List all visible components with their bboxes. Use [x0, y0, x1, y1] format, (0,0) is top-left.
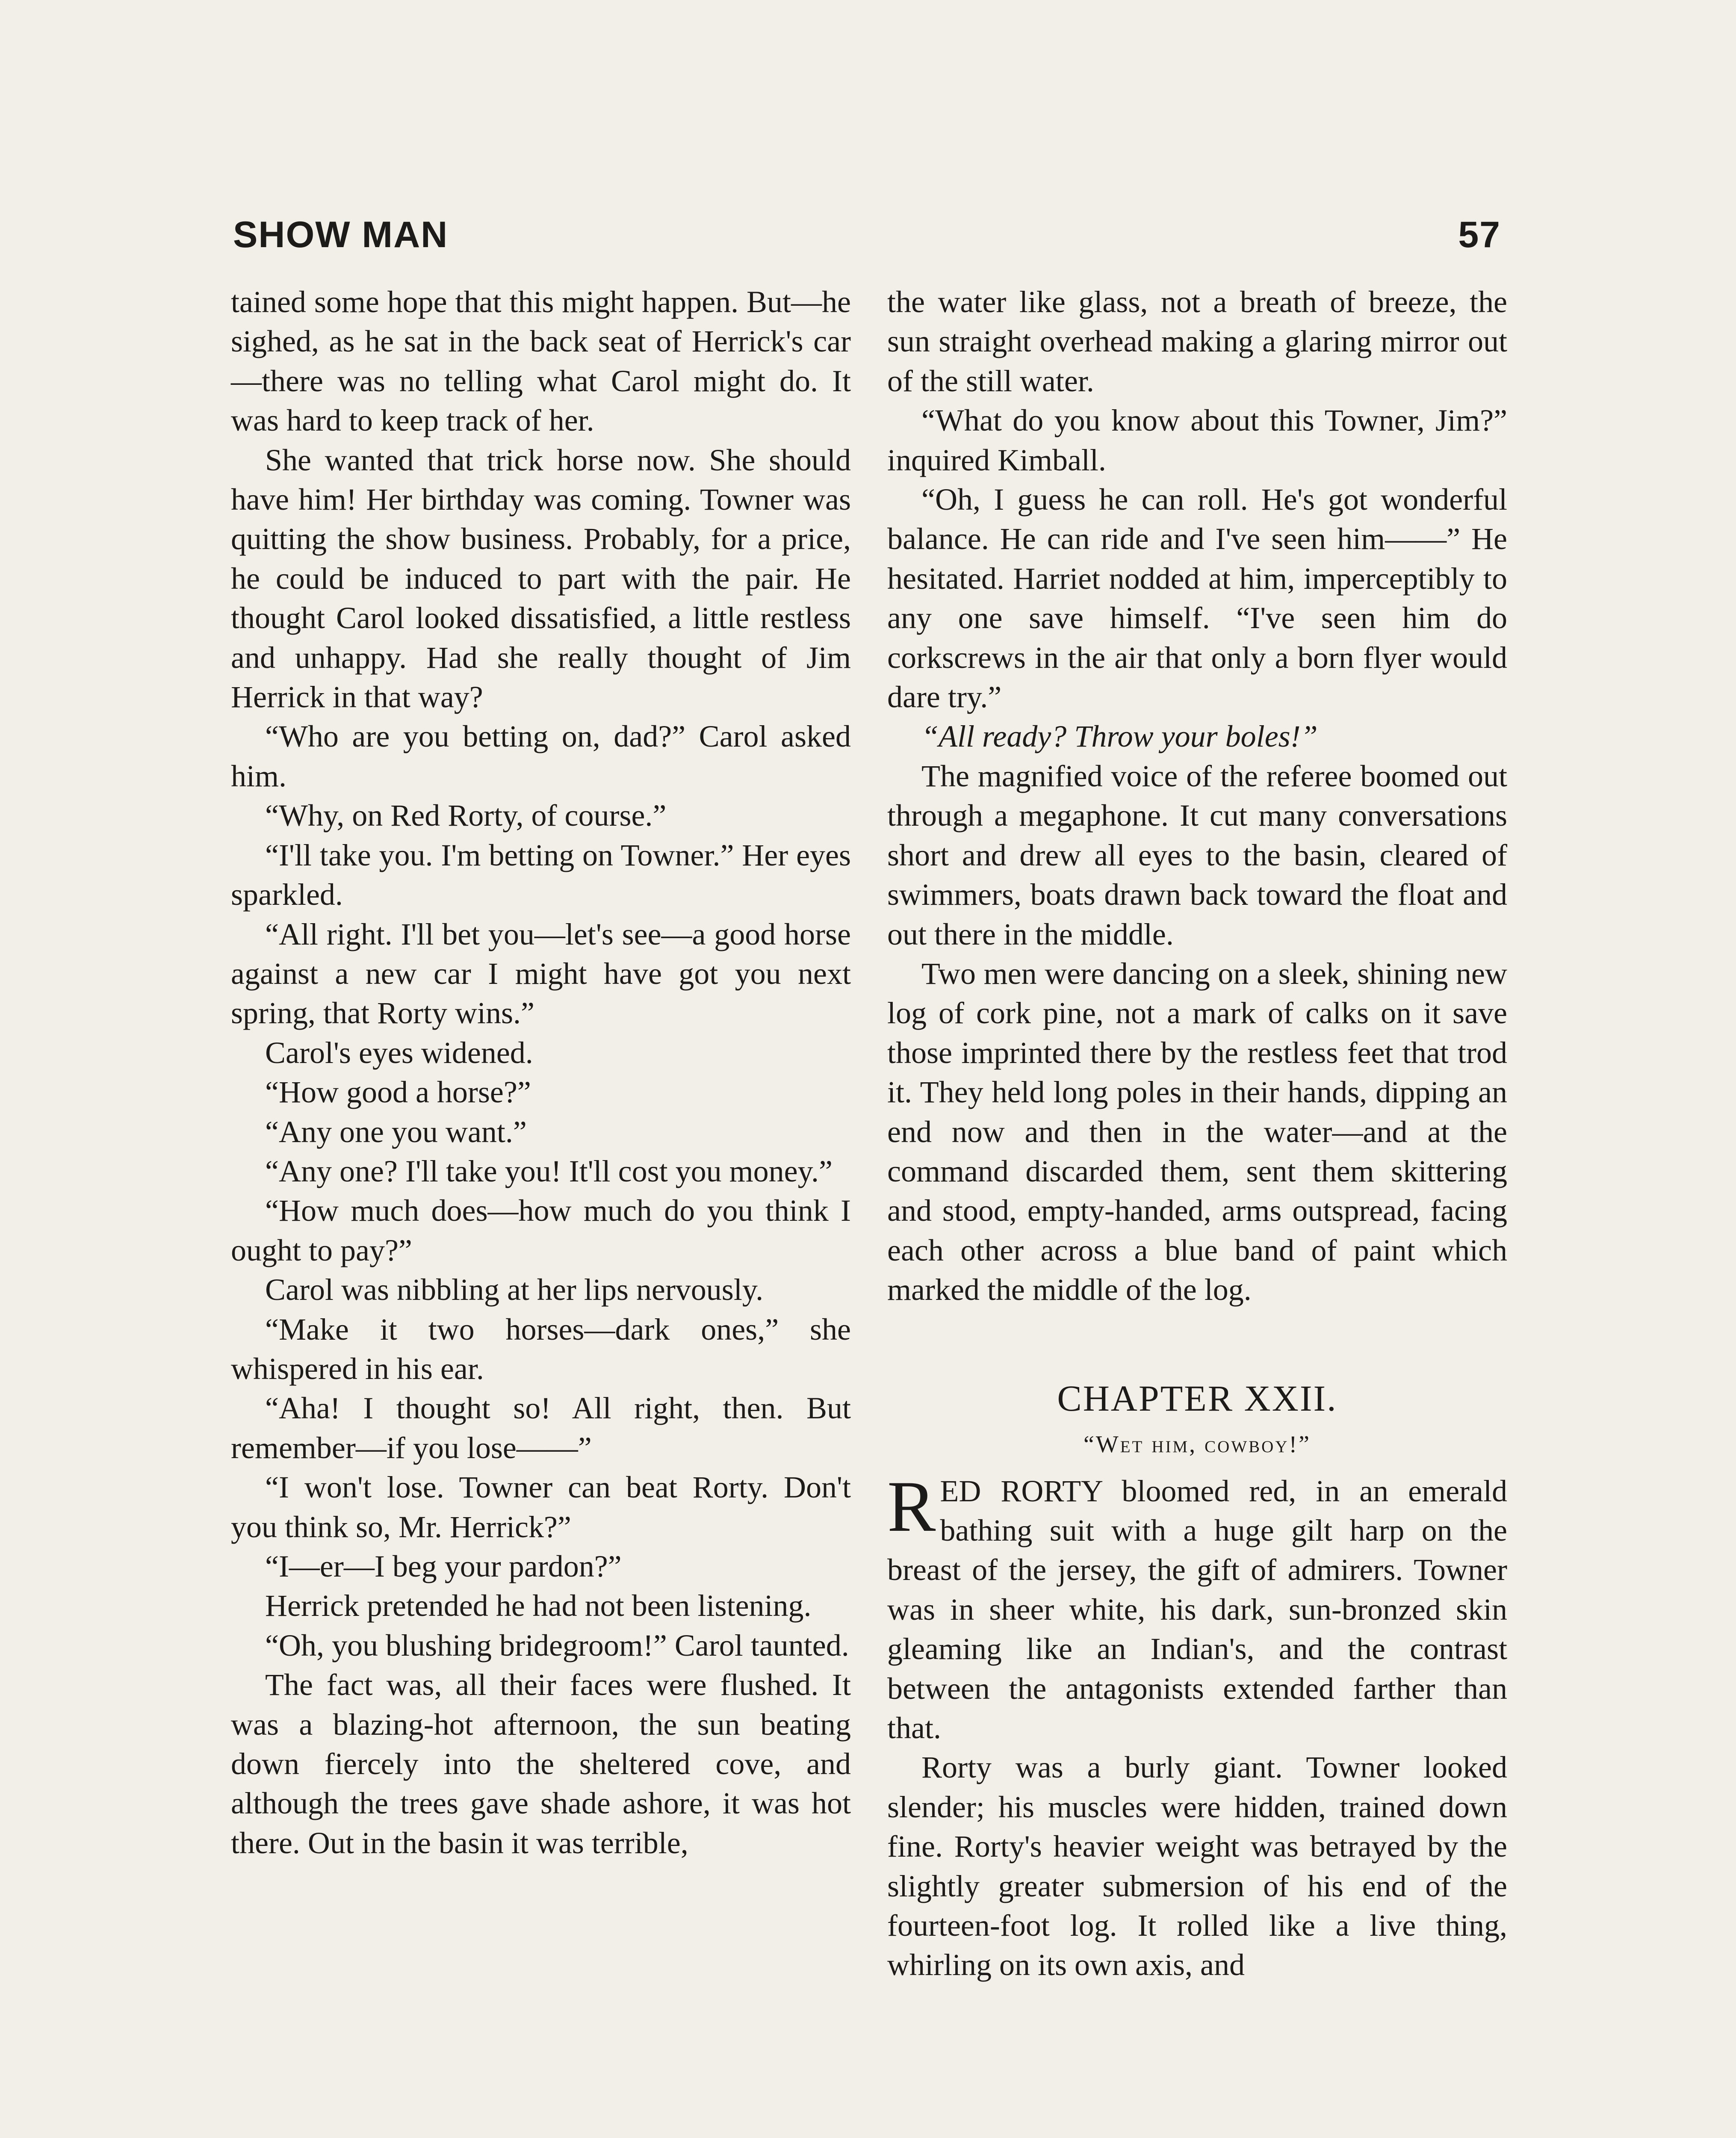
running-title: SHOW MAN: [233, 214, 449, 255]
page-number: 57: [1458, 214, 1501, 255]
paragraph: “How much does—how much do you think I ought to pay?”: [231, 1193, 851, 1267]
paragraph: “What do you know about this Towner, Jim?” inquired Kimball.: [887, 403, 1507, 477]
paragraph: “Make it two horses—dark ones,” she whispered in his ear.: [231, 1312, 851, 1386]
referee-call: “All ready? Throw your boles!”: [921, 719, 1318, 754]
paragraph: “Why, on Red Rorty, of course.”: [265, 798, 667, 833]
paragraph: “Aha! I thought so! All right, then. But remember—if you lose——”: [231, 1391, 851, 1465]
chapter-opening-paragraph: [887, 1466, 1507, 1748]
paragraph: Herrick pretended he had not been listening.: [265, 1589, 812, 1623]
paragraph: “I won't lose. Towner can beat Rorty. Don't you think so, Mr. Herrick?”: [231, 1470, 851, 1544]
paragraph: Carol's eyes widened.: [265, 1035, 533, 1070]
paragraph: Rorty was a burly giant. Towner looked slender; his muscles were hidden, trained down fine. Rorty's heavier weight was betrayed by the slightly greater submersion of his end of the fourteen-foot log. It rolled like a live thing, whirling on its own axis, and: [887, 1750, 1507, 1982]
paragraph: tained some hope that this might happen. But—he sighed, as he sat in the back seat of Herrick's car—there was no telling what Carol might do. It was hard to keep track of her.: [231, 285, 851, 438]
drop-cap: R: [887, 1466, 936, 1547]
paragraph: The magnified voice of the referee boomed out through a megaphone. It cut many conversations short and drew all eyes to the basin, cleared of swimmers, boats drawn back toward the float and out there in the middle.: [887, 759, 1507, 951]
right-column: [887, 282, 1507, 1985]
paragraph: “Any one? I'll take you! It'll cost you money.”: [265, 1154, 833, 1188]
paragraph: “Who are you betting on, dad?” Carol asked him.: [231, 719, 851, 793]
paragraph: “I'll take you. I'm betting on Towner.” Her eyes sparkled.: [231, 838, 851, 912]
opening-text: ED RORTY bloomed red, in an emerald bathing suit with a huge gilt harp on the breast of the jersey, the gift of admirers. Towner was in sheer white, his dark, sun-bronzed skin gleaming like an Indian's, and the contrast between the antagonists extended farther than that.: [887, 1474, 1507, 1745]
paragraph: “Any one you want.”: [265, 1114, 527, 1149]
paragraph: “How good a horse?”: [265, 1075, 531, 1110]
chapter-subtitle: “Wet him, cowboy!”: [1083, 1431, 1311, 1458]
paragraph: The fact was, all their faces were flushed. It was a blazing-hot afternoon, the sun beating down fiercely into the sheltered cove, and although the trees gave shade ashore, it was hot there. Out in the basin it was terrible,: [231, 1668, 851, 1860]
paragraph: “Oh, I guess he can roll. He's got wonderful balance. He can ride and I've seen him——” He hesitated. Harriet nodded at him, imperceptibly to any one save himself. “I've seen him do corkscrews in the air that only a born flyer would dare try.”: [887, 482, 1507, 715]
paragraph: She wanted that trick horse now. She should have him! Her birthday was coming. Towner was quitting the show business. Probably, for a price, he could be induced to part with the pair. He thought Carol looked dissatisfied, a little restless and unhappy. Had she really thought of Jim Herrick in that way?: [231, 443, 851, 715]
paragraph: “Oh, you blushing bridegroom!” Carol taunted.: [265, 1628, 849, 1663]
paragraph: “I—er—I beg your pardon?”: [265, 1549, 622, 1583]
running-header: [233, 214, 1501, 261]
paragraph: Two men were dancing on a sleek, shining new log of cork pine, not a mark of calks on it save those imprinted there by the restless feet that trod it. They held long poles in their hands, dipping an end now and then in the water—and at the command discarded them, sent them skittering and stood, empty-handed, arms outspread, facing each other across a blue band of paint which marked the middle of the log.: [887, 956, 1507, 1307]
paragraph: “All right. I'll bet you—let's see—a good horse against a new car I might have got you next spring, that Rorty wins.”: [231, 917, 851, 1031]
left-column: [231, 282, 851, 1863]
paragraph: the water like glass, not a breath of breeze, the sun straight overhead making a glaring mirror out of the still water.: [887, 285, 1507, 398]
chapter-title: CHAPTER XXII.: [1057, 1377, 1337, 1419]
paragraph: Carol was nibbling at her lips nervously.: [265, 1273, 764, 1307]
